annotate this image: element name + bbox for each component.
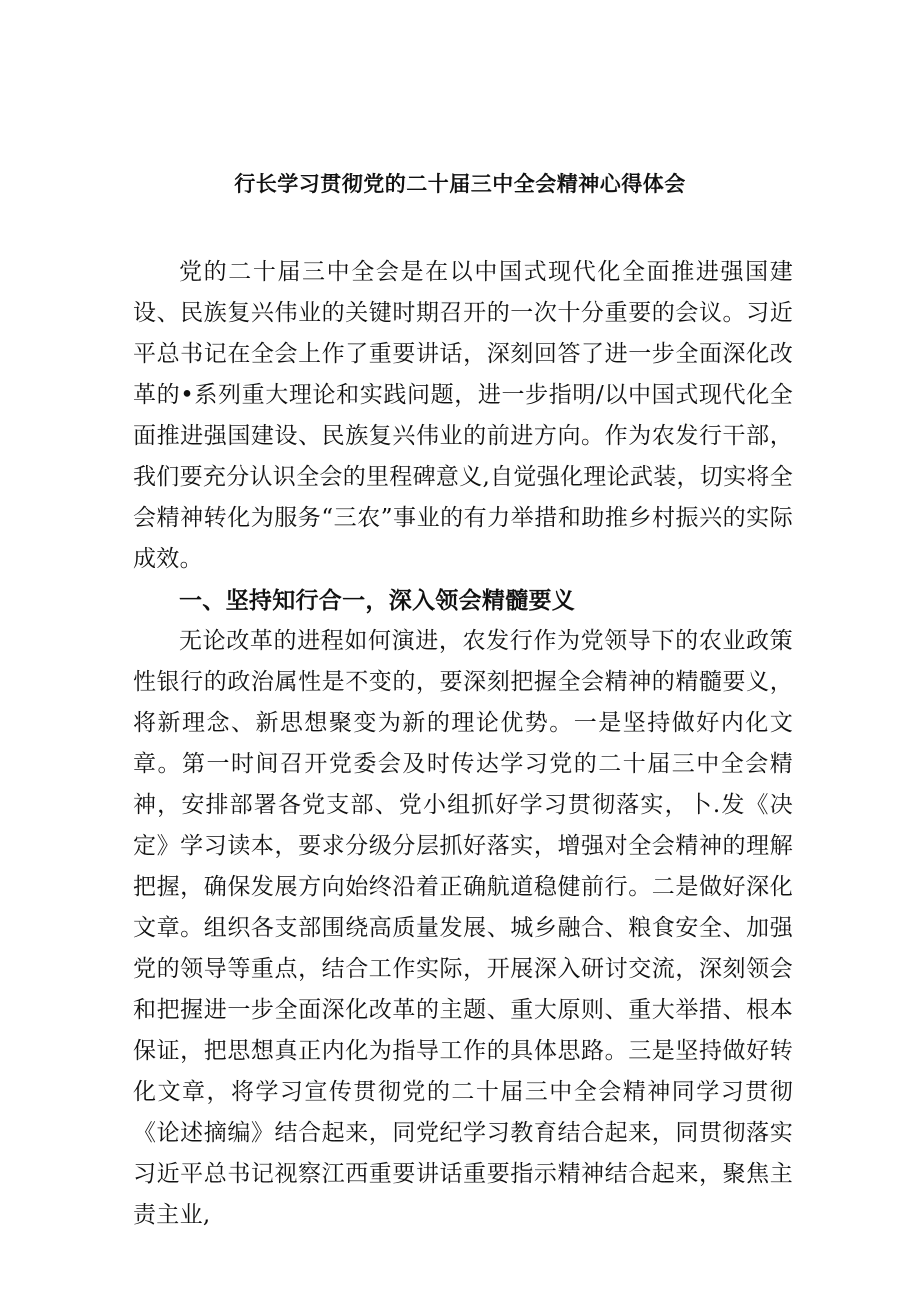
section-heading-1: 一、坚持知行合一，深入领会精髓要义 [179,587,576,614]
document-body [133,252,793,1236]
document-title: 行长学习贯彻党的二十届三中全会精神心得体会 [234,171,686,196]
section-1-paragraph: 无论改革的进程如何演进，农发行作为党领导下的农业政策性银行的政治属性是不变的，要深刻把握全会精神的精髓要义，将新理念、新思想聚变为新的理论优势。一是坚持做好内化文章。第一时间召开党委会及时传达学习党的二十届三中全会精神，安排部署各党支部、党小组抓好学习贯彻落实，卜.发《决定》学习读本，要求分级分层抓好落实，增强对全会精神的理解把握，确保发展方向始终沿着正确航道稳健前行。二是做好深化文章。组织各支部围绕高质量发展、城乡融合、粮食安全、加强党的领导等重点，结合工作实际，开展深入研讨交流，深刻领会和把握进一步全面深化改革的主题、重大原则、重大举措、根本保证，把思想真正内化为指导工作的具体思路。三是坚持做好转化文章，将学习宣传贯彻党的二十届三中全会精神同学习贯彻《论述摘编》结合起来，同党纪学习教育结合起来，同贯彻落实习近平总书记视察江西重要讲话重要指示精神结合起来，聚焦主责主业, [133,628,793,1228]
intro-paragraph: 党的二十届三中全会是在以中国式现代化全面推进强国建设、民族复兴伟业的关键时期召开的一次十分重要的会议。习近平总书记在全会上作了重要讲话，深刻回答了进一步全面深化改革的•系列重大理论和实践问题，进一步指明/以中国式现代化全面推进强国建设、民族复兴伟业的前进方向。作为农发行干部，我们要充分认识全会的里程碑意义,自觉强化理论武装，切实将全会精神转化为服务“三农”事业的有力举措和助推乡村振兴的实际成效。 [133,259,794,572]
